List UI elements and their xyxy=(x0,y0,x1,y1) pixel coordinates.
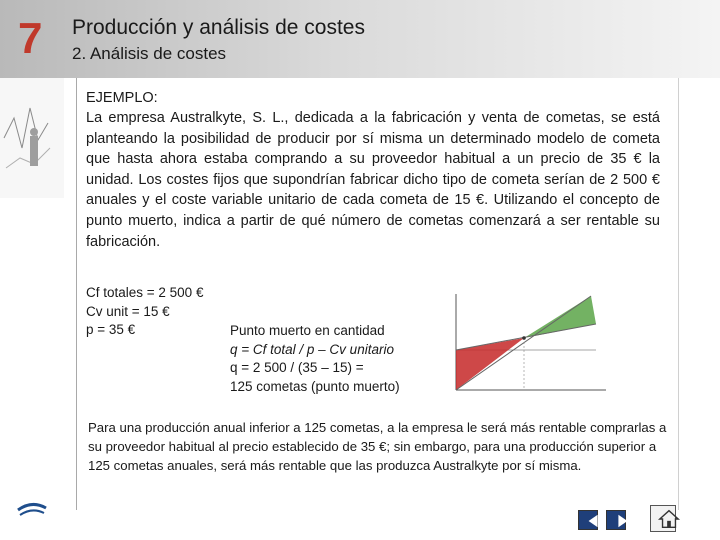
calc-substitution: q = 2 500 / (35 – 15) = xyxy=(230,360,364,375)
price-value: p = 35 € xyxy=(86,322,136,337)
page-subtitle: 2. Análisis de costes xyxy=(72,44,227,63)
chapter-illustration xyxy=(0,78,64,198)
next-slide-button[interactable] xyxy=(606,510,626,530)
calc-formula: q = Cf total / p – Cv unitario xyxy=(230,341,394,357)
calc-result: 125 cometas (punto muerto) xyxy=(230,378,400,394)
header-bar xyxy=(0,0,720,78)
calc-heading: Punto muerto en cantidad xyxy=(230,323,385,338)
home-icon xyxy=(657,507,681,531)
example-statement: La empresa Australkyte, S. L., dedicada a la fabricación y venta de cometas, se está planteando la posibilidad de producir por sí misma un determinado modelo de cometa que hasta ahora estaba comprando a su proveedor habitual a un precio de 35 € la unidad. Los costes fijos que supondrían fabricar dicho tipo de cometa serían de 2 500 € anuales y el coste variable unitario de cada cometa de 15 €. Utilizando el concepto de punto muerto, indica a partir de qué número de cometas comenzará a ser rentable su fabricación. xyxy=(86,110,660,250)
editex-logo xyxy=(10,498,54,538)
break-even-calculation xyxy=(230,322,400,396)
fixed-cost-value: Cf totales = 2 500 € xyxy=(86,285,204,300)
content-divider xyxy=(76,78,77,510)
break-even-chart xyxy=(446,286,616,404)
home-button[interactable] xyxy=(650,505,676,532)
prev-slide-button[interactable] xyxy=(578,510,598,530)
conclusion-text: Para una producción anual inferior a 125 cometas, a la empresa le será más rentable comprarlas a su proveedor habitual al precio establecido de 35 €; sin embargo, para una producción superior a 125 cometas anuales, será más rentable que las produzca Australkyte por sí misma. xyxy=(88,420,667,474)
given-values xyxy=(86,284,203,340)
variable-cost-value: Cv unit = 15 € xyxy=(86,303,170,319)
next-arrow-icon xyxy=(613,512,631,530)
chapter-number: 7 xyxy=(18,14,43,63)
example-label: EJEMPLO: xyxy=(86,90,158,106)
page-title: Producción y análisis de costes xyxy=(72,16,365,39)
prev-arrow-icon xyxy=(585,512,603,530)
